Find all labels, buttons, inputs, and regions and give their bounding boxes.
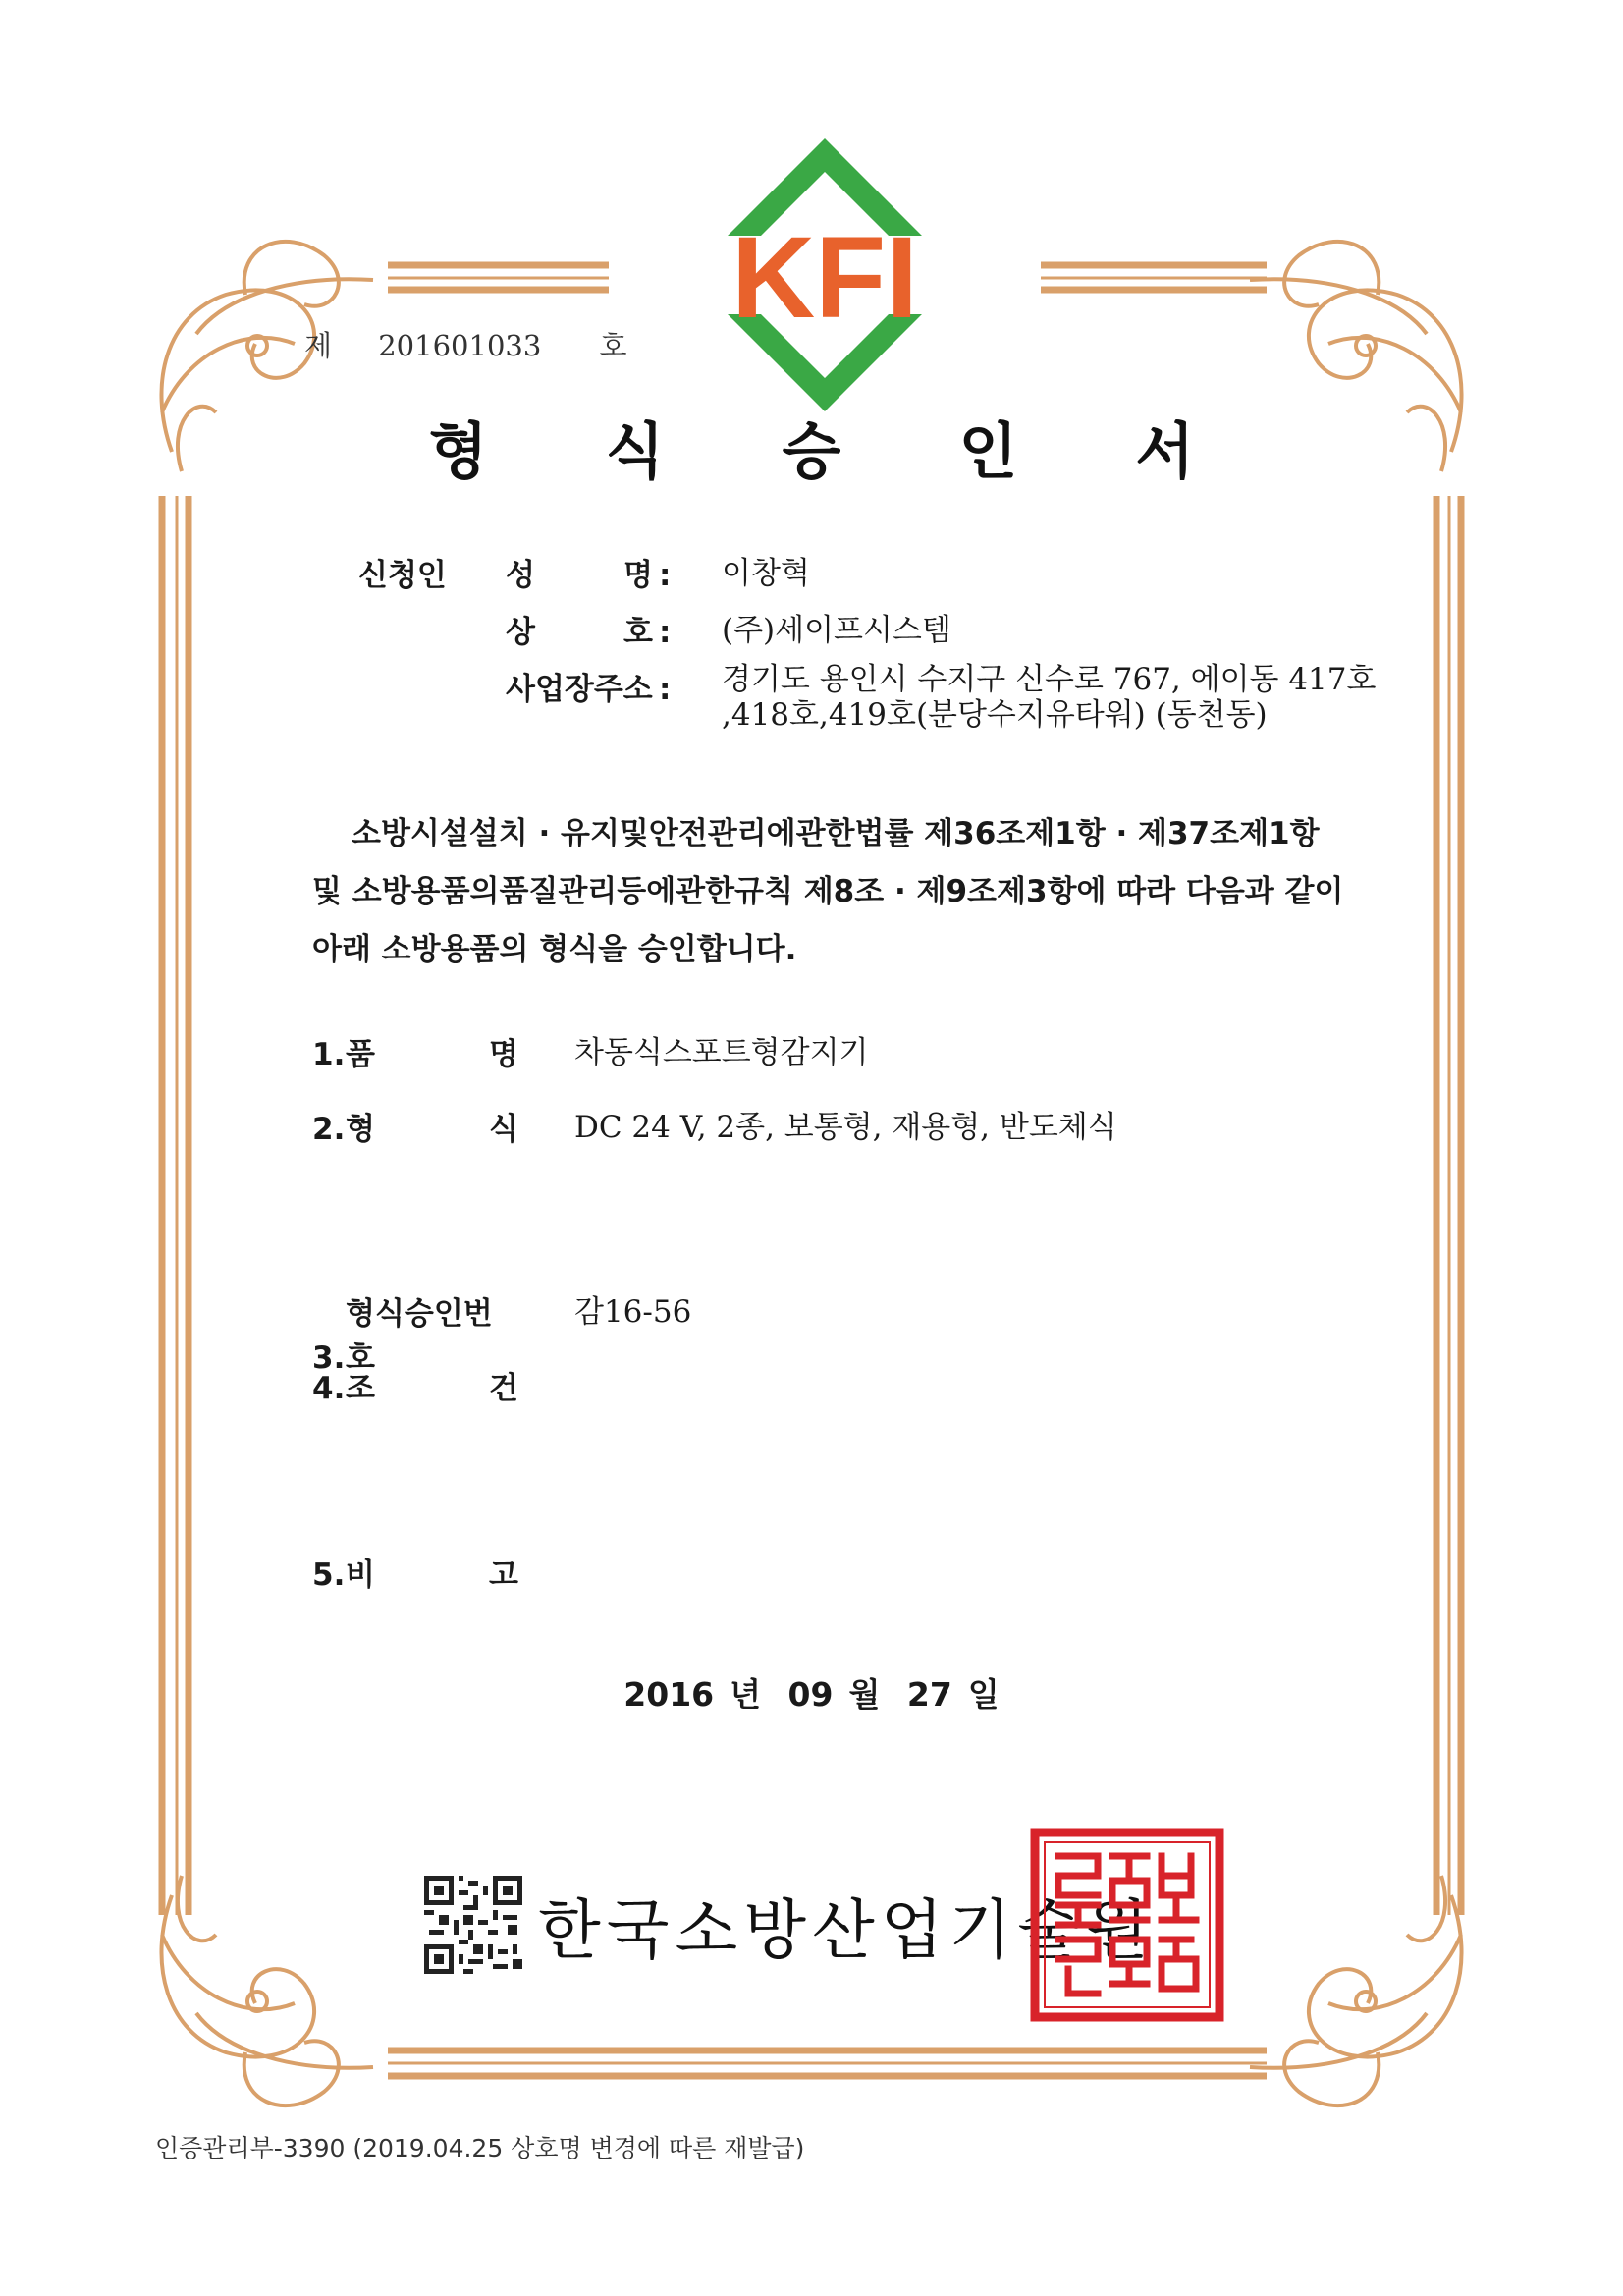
- issuer-name: 한국소방산업기술원: [538, 1892, 1155, 1968]
- item-label: 품 명: [346, 1037, 518, 1072]
- document-title: [0, 403, 1623, 490]
- statement-line: 아래 소방용품의 형식을 승인합니다.: [312, 932, 797, 967]
- title-char: 식: [605, 415, 724, 487]
- item-model: 2.형 식: [312, 1104, 518, 1148]
- cert-number-value: 201601033: [378, 329, 542, 362]
- address-value: [722, 662, 1376, 733]
- title-char: 인: [958, 415, 1077, 487]
- item-label: 조 건: [346, 1371, 518, 1406]
- item-product-name-value: 차동식스포트형감지기: [574, 1035, 869, 1070]
- statement-line: 소방시설설치 · 유지및안전관리에관한법률 제36조제1항 · 제37조제1항: [352, 816, 1320, 851]
- item-label: 형 식: [346, 1112, 518, 1147]
- item-label: 비 고: [346, 1558, 518, 1593]
- reissue-note: 인증관리부-3390 (2019.04.25 상호명 변경에 따른 재발급): [155, 2134, 805, 2162]
- item-approval-number: 3.형식승인번호: [312, 1288, 518, 1377]
- title-char: 서: [1135, 415, 1254, 487]
- item-label: 형식승인번호: [346, 1296, 493, 1376]
- title-char: 형: [428, 415, 547, 487]
- item-conditions: 4.조 건: [312, 1363, 518, 1407]
- address-row: 사업장주소 :: [506, 664, 671, 708]
- title-char: 승: [782, 415, 900, 487]
- kfi-logo-text: KFI: [730, 213, 919, 343]
- qr-code-icon: [424, 1876, 522, 1974]
- company-name-row: 상 호 :: [506, 607, 671, 651]
- applicant-name-row: 성 명 :: [506, 550, 671, 594]
- issue-date: 2016 년 09 월 27 일: [623, 1675, 1000, 1714]
- address-line: 경기도 용인시 수지구 신수로 767, 에이동 417호: [722, 662, 1377, 697]
- statement-line: 및 소방용품의품질관리등에관한규칙 제8조 · 제9조제3항에 따라 다음과 같이: [312, 874, 1344, 909]
- approval-statement: [312, 805, 1344, 979]
- applicant-label: 신청인: [358, 558, 447, 593]
- date-day: 27: [906, 1675, 952, 1714]
- item-product-name: 1.품 명: [312, 1029, 518, 1073]
- field-label: 상 호: [506, 615, 653, 650]
- company-name-value: (주)세이프시스템: [722, 613, 951, 648]
- field-label: 성 명: [506, 558, 653, 593]
- item-model-value: DC 24 V, 2종, 보통형, 재용형, 반도체식: [574, 1110, 1117, 1145]
- item-remarks: 5.비 고: [312, 1550, 518, 1594]
- kfi-logo: [677, 137, 972, 422]
- cert-number-suffix: 호: [599, 329, 627, 362]
- address-line: ,418호,419호(분당수지유타워) (동천동): [722, 697, 1268, 733]
- cert-number-prefix: 제: [304, 329, 333, 362]
- applicant-name-value: 이창혁: [722, 556, 810, 591]
- item-approval-number-value: 감16-56: [574, 1294, 692, 1330]
- certificate-number: [304, 324, 627, 364]
- field-label: 사업장주소: [506, 672, 653, 707]
- official-seal-icon: [1029, 1827, 1225, 2023]
- date-month: 09: [787, 1675, 834, 1714]
- date-year: 2016: [623, 1675, 715, 1714]
